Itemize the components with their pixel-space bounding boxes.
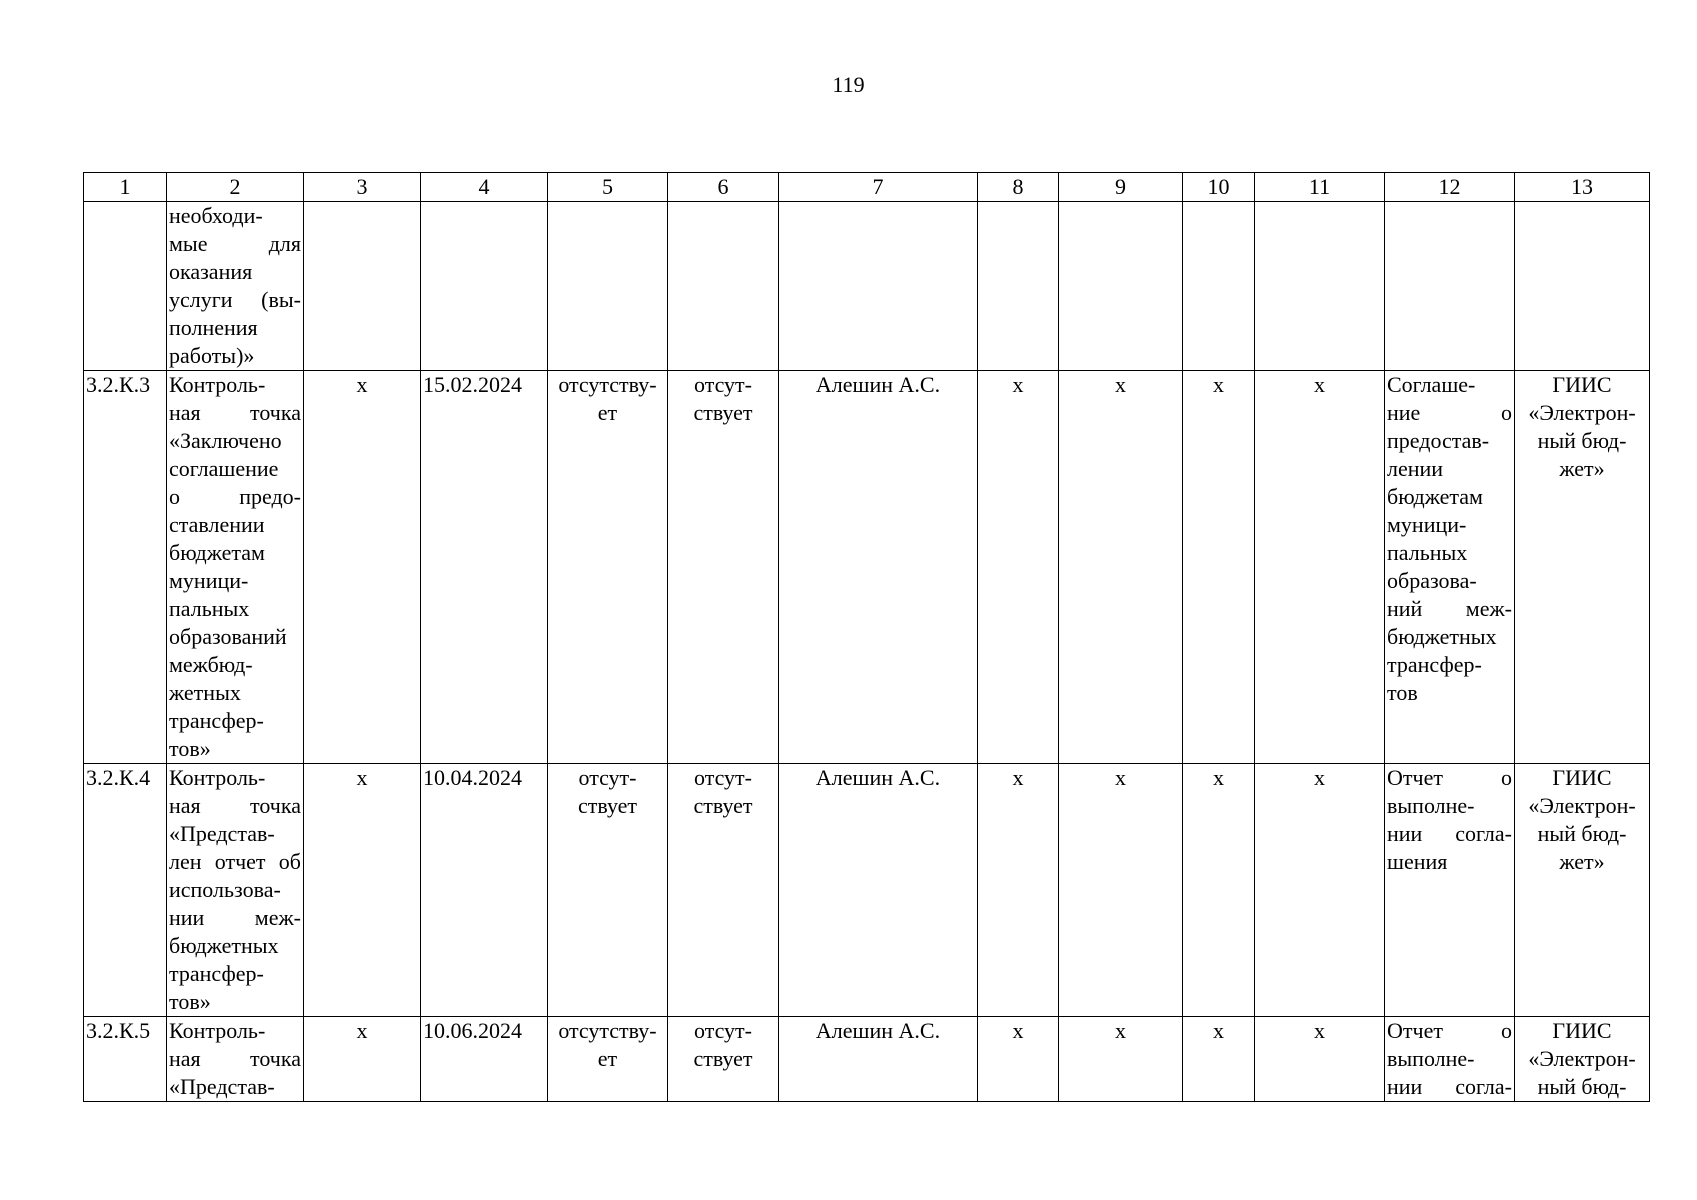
cell-line: выполне- <box>1387 793 1475 818</box>
column-header: 11 <box>1255 173 1385 202</box>
column-header: 3 <box>304 173 421 202</box>
date-cell: 15.02.2024 <box>421 371 548 764</box>
cell-line: Отчет о <box>1387 1018 1512 1043</box>
responsible-cell: Алешин А.С. <box>779 764 978 1017</box>
column-header: 4 <box>421 173 548 202</box>
cell-line: работы)» <box>169 343 255 368</box>
cell-col-11: х <box>1255 371 1385 764</box>
cell-line: ная точка <box>169 793 301 818</box>
cell-line: тов» <box>169 736 211 761</box>
cell-line: использова- <box>169 877 281 902</box>
cell-col-6 <box>668 764 779 1017</box>
cell-col-10 <box>1183 202 1255 371</box>
system-cell <box>1515 1017 1650 1102</box>
cell-line: ние о <box>1387 400 1512 425</box>
table-row <box>84 202 1650 371</box>
cell-line: ГИИС <box>1552 765 1612 790</box>
cell-line: бюджетных <box>1387 624 1497 649</box>
cell-line: ний меж- <box>1387 596 1512 621</box>
cell-line: ГИИС <box>1552 1018 1612 1043</box>
cell-col-8: х <box>978 1017 1059 1102</box>
cell-col-3: х <box>304 371 421 764</box>
date-cell <box>421 202 548 371</box>
cell-line: Соглаше- <box>1387 372 1476 397</box>
cell-col-8: х <box>978 764 1059 1017</box>
row-number-cell: 3.2.К.3 <box>84 371 167 764</box>
cell-line: «Заключено <box>169 428 282 453</box>
cell-line: «Электрон- <box>1528 1046 1636 1071</box>
cell-line: муници- <box>169 568 249 593</box>
cell-col-8: х <box>978 371 1059 764</box>
cell-line: бюджетных <box>169 933 279 958</box>
cell-col-3 <box>304 202 421 371</box>
cell-line: о предо- <box>169 484 301 509</box>
cell-col-10: х <box>1183 371 1255 764</box>
cell-line: ставлении <box>169 512 265 537</box>
cell-line: ствует <box>693 1046 753 1071</box>
cell-col-5 <box>548 371 668 764</box>
system-cell <box>1515 371 1650 764</box>
column-header: 5 <box>548 173 668 202</box>
cell-line: ствует <box>693 793 753 818</box>
cell-line: услуги (вы- <box>169 287 301 312</box>
cell-col-11 <box>1255 202 1385 371</box>
cell-line: ный бюд- <box>1537 1074 1627 1099</box>
date-cell: 10.04.2024 <box>421 764 548 1017</box>
cell-col-10: х <box>1183 1017 1255 1102</box>
cell-col-9: х <box>1059 764 1183 1017</box>
cell-col-9 <box>1059 202 1183 371</box>
column-header: 9 <box>1059 173 1183 202</box>
cell-line: лении <box>1387 456 1444 481</box>
cell-line: нии согла- <box>1387 821 1512 846</box>
cell-col-9: х <box>1059 1017 1183 1102</box>
cell-col-5 <box>548 202 668 371</box>
cell-col-6 <box>668 202 779 371</box>
date-cell: 10.06.2024 <box>421 1017 548 1102</box>
name-cell <box>167 1017 304 1102</box>
cell-line: Контроль- <box>169 372 266 397</box>
cell-line: отсут- <box>693 372 752 397</box>
cell-col-10: х <box>1183 764 1255 1017</box>
cell-line: «Электрон- <box>1528 400 1636 425</box>
cell-line: бюджетам <box>169 540 265 565</box>
cell-line: соглашение <box>169 456 279 481</box>
column-header: 12 <box>1385 173 1515 202</box>
cell-line: пальных <box>1387 540 1468 565</box>
column-header: 13 <box>1515 173 1650 202</box>
cell-line: ный бюд- <box>1537 821 1627 846</box>
cell-line: мые для <box>169 231 301 256</box>
cell-line: ная точка <box>169 1046 301 1071</box>
cell-line: ствует <box>693 400 753 425</box>
system-cell <box>1515 764 1650 1017</box>
name-cell <box>167 764 304 1017</box>
cell-line: ный бюд- <box>1537 428 1627 453</box>
cell-line: отсут- <box>693 1018 752 1043</box>
cell-line: жет» <box>1559 456 1605 481</box>
table-row <box>84 371 1650 764</box>
column-header: 6 <box>668 173 779 202</box>
cell-line: предостав- <box>1387 428 1490 453</box>
cell-line: трансфер- <box>169 961 264 986</box>
document-cell <box>1385 764 1515 1017</box>
cell-line: ГИИС <box>1552 372 1612 397</box>
cell-line: тов» <box>169 989 211 1014</box>
cell-line: ная точка <box>169 400 301 425</box>
table-row <box>84 1017 1650 1102</box>
cell-line: тов <box>1387 680 1418 705</box>
page-number: 119 <box>832 72 865 97</box>
cell-line: «Представ- <box>169 821 275 846</box>
cell-line: пальных <box>169 596 250 621</box>
cell-line: трансфер- <box>1387 652 1482 677</box>
document-cell <box>1385 371 1515 764</box>
cell-line: жетных <box>169 680 241 705</box>
cell-col-6 <box>668 1017 779 1102</box>
responsible-cell: Алешин А.С. <box>779 371 978 764</box>
cell-line: отсут- <box>578 765 637 790</box>
cell-line: бюджетам <box>1387 484 1483 509</box>
name-cell <box>167 371 304 764</box>
column-header: 8 <box>978 173 1059 202</box>
cell-line: образова- <box>1387 568 1477 593</box>
column-header: 10 <box>1183 173 1255 202</box>
cell-line: выполне- <box>1387 1046 1475 1071</box>
cell-line: оказания <box>169 259 253 284</box>
row-number-cell: 3.2.К.5 <box>84 1017 167 1102</box>
cell-line: шения <box>1387 849 1448 874</box>
table-row <box>84 764 1650 1017</box>
cell-line: «Электрон- <box>1528 793 1636 818</box>
responsible-cell: Алешин А.С. <box>779 1017 978 1102</box>
column-header: 2 <box>167 173 304 202</box>
cell-line: полнения <box>169 315 258 340</box>
cell-line: ет <box>597 1046 618 1071</box>
name-cell <box>167 202 304 371</box>
cell-line: отсутству- <box>558 1018 657 1043</box>
column-header: 1 <box>84 173 167 202</box>
cell-line: нии меж- <box>169 905 301 930</box>
cell-col-3: х <box>304 764 421 1017</box>
cell-line: необходи- <box>169 203 263 228</box>
document-cell <box>1385 202 1515 371</box>
cell-col-9: х <box>1059 371 1183 764</box>
cell-line: ет <box>597 400 618 425</box>
column-header: 7 <box>779 173 978 202</box>
system-cell <box>1515 202 1650 371</box>
header-row <box>84 173 1650 202</box>
cell-line: Контроль- <box>169 765 266 790</box>
cell-line: муници- <box>1387 512 1467 537</box>
cell-line: отсут- <box>693 765 752 790</box>
cell-line: Отчет о <box>1387 765 1512 790</box>
cell-col-6 <box>668 371 779 764</box>
row-number-cell: 3.2.К.4 <box>84 764 167 1017</box>
cell-line: жет» <box>1559 849 1605 874</box>
cell-col-8 <box>978 202 1059 371</box>
cell-col-11: х <box>1255 1017 1385 1102</box>
cell-col-5 <box>548 764 668 1017</box>
cell-line: Контроль- <box>169 1018 266 1043</box>
cell-line: межбюд- <box>169 652 253 677</box>
cell-line: «Представ- <box>169 1074 275 1099</box>
cell-line: трансфер- <box>169 708 264 733</box>
control-points-table <box>83 172 1650 1102</box>
cell-col-5 <box>548 1017 668 1102</box>
cell-col-3: х <box>304 1017 421 1102</box>
row-number-cell <box>84 202 167 371</box>
cell-line: отсутству- <box>558 372 657 397</box>
cell-line: лен отчет об <box>169 849 301 874</box>
cell-line: ствует <box>577 793 638 818</box>
document-cell <box>1385 1017 1515 1102</box>
cell-line: образований <box>169 624 287 649</box>
cell-line: нии согла- <box>1387 1074 1512 1099</box>
cell-col-11: х <box>1255 764 1385 1017</box>
responsible-cell <box>779 202 978 371</box>
